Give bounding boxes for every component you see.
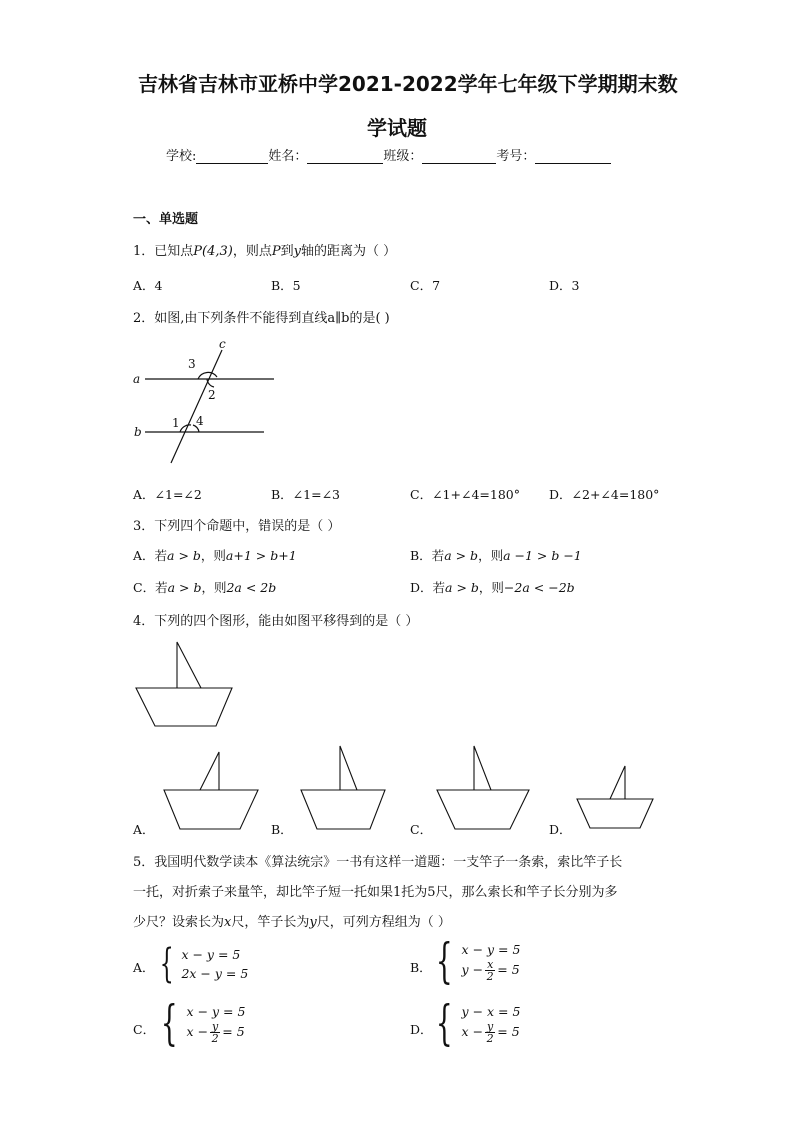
line-c	[171, 350, 222, 463]
q3-d-mid: ，则	[478, 580, 504, 595]
q5-b-eq2-pre: y −	[461, 962, 484, 977]
q3-c-mid: ，则	[201, 580, 227, 595]
field-name-blank[interactable]	[307, 149, 383, 164]
q5-line3-pre: 少尺？设索长为	[133, 915, 225, 930]
q3-option-a[interactable]	[133, 546, 297, 564]
q4-option-c[interactable]: C．	[410, 822, 433, 837]
q5-option-b-system[interactable]	[429, 933, 521, 989]
angle-arc-2	[207, 379, 214, 387]
q1-stem-mid: ，则点	[232, 244, 272, 259]
q5-c-fraction	[210, 1021, 220, 1044]
q5-d-eq2-pre: x −	[461, 1024, 484, 1039]
q4-boat-d	[577, 766, 653, 828]
q5-c-eq1: x − y = 5	[186, 1004, 246, 1019]
q5-d-eq1: y − x = 5	[461, 1004, 521, 1019]
boat-d-sail	[610, 766, 625, 799]
q5-line-2: 一托，对折索子来量竿，却比竿子短一托如果1托为5尺，那么索长和竿子长分别为多	[133, 885, 618, 900]
q3-c-cond: a > b	[167, 580, 202, 595]
q5-d-den: 2	[486, 1032, 494, 1045]
field-name-label: 姓名：	[268, 149, 308, 164]
field-school-blank[interactable]	[196, 149, 268, 164]
q3-a-mid: ，则	[200, 548, 226, 563]
q5-option-a-system[interactable]	[154, 941, 249, 987]
q4-boat-a	[164, 752, 258, 829]
q3-a-res: a+1 > b+1	[225, 548, 297, 563]
q1-axis: y	[293, 244, 301, 259]
original-hull	[136, 688, 232, 726]
original-sail	[177, 642, 201, 688]
q5-c-eq2-pre: x −	[186, 1024, 209, 1039]
q4-original-boat	[136, 642, 232, 726]
label-3: 3	[188, 357, 196, 371]
field-number-blank[interactable]	[535, 149, 611, 164]
q1-p: P	[271, 244, 281, 259]
q5-option-d-system[interactable]	[429, 995, 521, 1051]
boat-b-sail	[340, 746, 357, 790]
label-1: 1	[172, 416, 180, 430]
q5-line-1: 5．我国明代数学读本《算法统宗》一书有这样一道题：一支竿子一条索，索比竿子长	[133, 855, 623, 870]
q4-option-a[interactable]: A．	[133, 822, 155, 837]
q1-point: P(4,3)	[193, 244, 233, 259]
boat-b-hull	[301, 790, 385, 829]
q5-c-den: 2	[211, 1032, 219, 1045]
title-line-2: 学试题	[367, 116, 427, 140]
q5-option-a-label[interactable]: A．	[133, 960, 155, 975]
q3-b-res: a −1 > b −1	[503, 548, 582, 563]
q5-var-y: y	[309, 915, 317, 930]
q5-b-eq2-post: = 5	[497, 962, 520, 977]
label-4: 4	[196, 414, 204, 428]
q1-option-d[interactable]: D．3	[549, 278, 580, 293]
q5-line3-mid: 尺，竿子长为	[231, 915, 310, 930]
boat-a-hull	[164, 790, 258, 829]
q5-line3-post: 尺，可列方程组为（ ）	[316, 915, 451, 930]
q5-b-den: 2	[486, 970, 494, 983]
brace-icon: {	[160, 995, 178, 1051]
q2-option-b[interactable]: B．∠1=∠3	[271, 487, 341, 502]
q3-a-cond: a > b	[167, 548, 201, 563]
q3-c-res: 2a < 2b	[226, 580, 277, 595]
field-number-label: 考号：	[496, 149, 536, 164]
label-b: b	[134, 425, 142, 439]
label-2: 2	[208, 388, 216, 402]
q3-b-pre: B．若	[410, 548, 445, 563]
q3-c-pre: C．若	[133, 580, 168, 595]
q5-var-x: x	[224, 915, 232, 930]
q4-boat-b	[301, 746, 385, 829]
q3-d-pre: D．若	[410, 580, 446, 595]
q1-option-c[interactable]: C．7	[410, 278, 441, 293]
q5-b-fraction	[485, 959, 495, 982]
q3-option-b[interactable]	[410, 546, 582, 564]
q5-b-eq2	[462, 959, 521, 982]
field-class-blank[interactable]	[422, 149, 496, 164]
q3-stem: 3．下列四个命题中，错误的是（ ）	[133, 519, 341, 534]
q3-option-d[interactable]	[410, 578, 575, 596]
q2-option-d[interactable]: D．∠2+∠4=180°	[549, 487, 660, 502]
q3-d-cond: a > b	[445, 580, 479, 595]
brace-icon: {	[435, 933, 453, 989]
q5-a-eq1: x − y = 5	[181, 947, 241, 962]
q2-stem: 2．如图,由下列条件不能得到直线a∥b的是( )	[133, 311, 390, 326]
angle-arc-4	[193, 425, 199, 432]
brace-icon: {	[435, 995, 453, 1051]
field-school-label: 学校:	[166, 149, 197, 164]
info-fields	[166, 145, 611, 164]
q1-stem-post: 轴的距离为（ ）	[301, 244, 397, 259]
q5-d-num: y	[487, 1020, 494, 1033]
q1-option-b[interactable]: B．5	[271, 278, 301, 293]
q3-a-pre: A．若	[133, 548, 168, 563]
q5-d-fraction	[485, 1021, 495, 1044]
boat-c-hull	[437, 790, 529, 829]
q5-line-3	[133, 911, 451, 930]
boat-a-sail	[200, 752, 219, 790]
q5-c-eq2	[187, 1021, 246, 1044]
q5-a-eq2: 2x − y = 5	[181, 966, 249, 981]
field-class-label: 班级：	[383, 149, 423, 164]
q2-option-c[interactable]: C．∠1+∠4=180°	[410, 487, 520, 502]
q1-stem-pre: 1．已知点	[133, 244, 194, 259]
title-line-1: 吉林省吉林市亚桥中学2021-2022学年七年级下学期期末数	[138, 72, 678, 96]
q3-b-cond: a > b	[444, 548, 479, 563]
q2-figure-lines	[145, 350, 274, 463]
q3-b-mid: ，则	[478, 548, 504, 563]
q1-stem	[133, 240, 396, 259]
q1-option-a[interactable]: A．4	[133, 278, 163, 293]
q4-option-b[interactable]: B．	[271, 822, 293, 837]
q5-option-b-label[interactable]: B．	[410, 960, 432, 975]
q3-option-c[interactable]	[133, 578, 276, 596]
boat-d-hull	[577, 799, 653, 828]
q5-c-eq2-post: = 5	[222, 1024, 245, 1039]
q5-option-c-label[interactable]: C．	[133, 1022, 156, 1037]
q5-b-eq1: x − y = 5	[461, 942, 521, 957]
q5-c-num: y	[212, 1020, 219, 1033]
q5-b-num: x	[487, 958, 494, 971]
q4-boat-c	[437, 746, 529, 829]
brace-icon: {	[159, 941, 174, 987]
q3-d-res: −2a < −2b	[503, 580, 575, 595]
boat-c-sail	[474, 746, 491, 790]
angle-arc-3	[198, 372, 217, 379]
q4-option-d[interactable]: D．	[549, 822, 572, 837]
q5-d-eq2	[462, 1021, 521, 1044]
q5-option-c-system[interactable]	[154, 995, 246, 1051]
label-c: c	[219, 337, 226, 351]
q5-d-eq2-post: = 5	[497, 1024, 520, 1039]
section-heading: 一、单选题	[133, 212, 199, 227]
angle-arc-1	[180, 425, 191, 432]
q1-stem-mid2: 到	[280, 244, 294, 259]
q5-option-d-label[interactable]: D．	[410, 1022, 433, 1037]
label-a: a	[133, 372, 141, 386]
q2-option-a[interactable]: A．∠1=∠2	[133, 487, 202, 502]
q4-stem: 4．下列的四个图形，能由如图平移得到的是（ ）	[133, 614, 419, 629]
